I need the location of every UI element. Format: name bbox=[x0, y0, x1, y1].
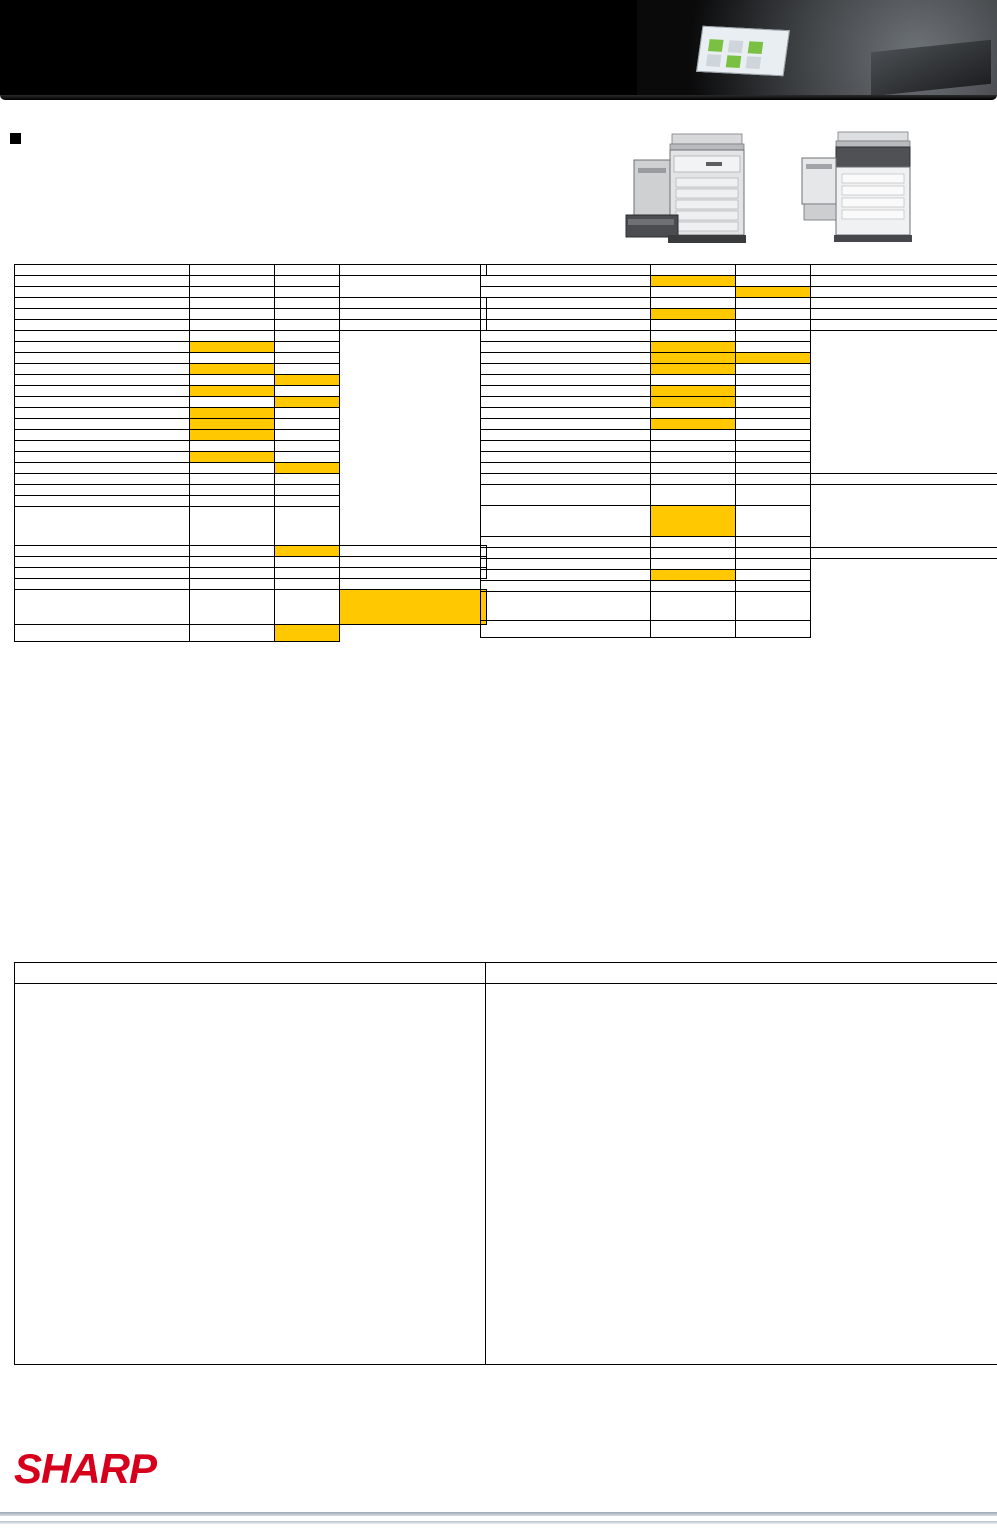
table-cell bbox=[190, 276, 275, 287]
table-cell bbox=[340, 590, 487, 625]
table-cell bbox=[651, 592, 736, 621]
table-cell bbox=[15, 485, 190, 496]
table-cell bbox=[190, 298, 275, 309]
table-cell bbox=[736, 276, 811, 287]
table-cell bbox=[275, 474, 340, 485]
table-cell bbox=[275, 463, 340, 474]
table-cell bbox=[736, 621, 811, 638]
table-cell bbox=[275, 590, 340, 625]
table-cell bbox=[811, 320, 997, 331]
table-cell bbox=[736, 375, 811, 386]
table-cell bbox=[190, 579, 275, 590]
table-cell bbox=[481, 537, 651, 548]
table-cell bbox=[275, 557, 340, 568]
table-row bbox=[15, 463, 487, 474]
table-cell bbox=[190, 441, 275, 452]
table-row bbox=[481, 331, 997, 342]
table-cell bbox=[736, 581, 811, 592]
table-cell bbox=[651, 548, 736, 559]
table-cell bbox=[15, 441, 190, 452]
table-cell bbox=[15, 419, 190, 430]
table-cell bbox=[481, 548, 651, 559]
notes-table bbox=[14, 962, 997, 1365]
table-cell bbox=[481, 397, 651, 408]
table-row bbox=[481, 353, 997, 364]
spec-table-right bbox=[480, 264, 997, 638]
table-cell bbox=[651, 419, 736, 430]
table-cell bbox=[275, 485, 340, 496]
table-cell bbox=[190, 430, 275, 441]
table-cell bbox=[481, 309, 651, 320]
table-row bbox=[481, 559, 997, 570]
table-cell bbox=[275, 331, 340, 342]
table-cell bbox=[736, 353, 811, 364]
table-cell bbox=[481, 581, 651, 592]
table-row bbox=[481, 397, 997, 408]
table-cell bbox=[481, 320, 651, 331]
table-cell bbox=[481, 430, 651, 441]
table-cell bbox=[736, 474, 811, 485]
footer-rule-2 bbox=[0, 1521, 997, 1524]
table-cell bbox=[736, 320, 811, 331]
table-cell bbox=[651, 287, 736, 298]
table-cell bbox=[15, 353, 190, 364]
table-row bbox=[481, 287, 997, 298]
table-cell bbox=[736, 441, 811, 452]
table-cell bbox=[481, 621, 651, 638]
table-cell bbox=[481, 570, 651, 581]
table-cell bbox=[481, 287, 651, 298]
table-cell bbox=[275, 320, 340, 331]
table-cell bbox=[190, 287, 275, 298]
table-row bbox=[15, 430, 487, 441]
table-cell bbox=[15, 331, 190, 342]
table-cell bbox=[736, 537, 811, 548]
table-cell bbox=[275, 298, 340, 309]
table-cell bbox=[15, 557, 190, 568]
table-cell bbox=[275, 579, 340, 590]
table-cell bbox=[481, 485, 651, 506]
table-cell bbox=[651, 570, 736, 581]
sharp-logo: SHARP bbox=[14, 1445, 157, 1492]
table-cell bbox=[481, 364, 651, 375]
notes-right-body bbox=[486, 984, 997, 1365]
table-row bbox=[481, 276, 997, 287]
table-cell bbox=[275, 496, 340, 507]
table-cell bbox=[736, 298, 811, 309]
table-cell bbox=[190, 265, 275, 276]
table-cell bbox=[811, 474, 997, 485]
table-cell bbox=[15, 309, 190, 320]
table-cell bbox=[15, 364, 190, 375]
table-cell bbox=[190, 568, 275, 579]
table-cell bbox=[340, 298, 487, 309]
table-row bbox=[15, 485, 487, 496]
table-cell bbox=[15, 276, 190, 287]
table-row bbox=[481, 537, 997, 548]
square-bullet-icon bbox=[10, 133, 21, 144]
table-cell bbox=[811, 548, 997, 559]
table-row bbox=[15, 625, 487, 642]
table-cell bbox=[736, 548, 811, 559]
table-cell bbox=[190, 419, 275, 430]
footer-rule-1 bbox=[0, 1512, 997, 1516]
table-cell bbox=[15, 579, 190, 590]
table-cell bbox=[190, 353, 275, 364]
notes-left-body bbox=[15, 984, 486, 1365]
banner-bottom-bar bbox=[0, 95, 997, 100]
table-cell bbox=[15, 342, 190, 353]
table-cell bbox=[736, 287, 811, 298]
table-cell bbox=[275, 265, 340, 276]
table-cell bbox=[481, 276, 651, 287]
notes-right-header bbox=[486, 963, 997, 984]
table-cell bbox=[275, 568, 340, 579]
table-row bbox=[15, 309, 487, 320]
table-cell bbox=[651, 441, 736, 452]
section-title-row bbox=[10, 131, 610, 147]
table-row bbox=[15, 298, 487, 309]
table-cell bbox=[651, 506, 736, 537]
table-cell bbox=[481, 463, 651, 474]
table-cell bbox=[651, 474, 736, 485]
table-cell bbox=[15, 474, 190, 485]
table-cell bbox=[651, 375, 736, 386]
table-cell bbox=[275, 625, 340, 642]
table-cell bbox=[275, 386, 340, 397]
table-cell bbox=[736, 506, 811, 537]
notes-section bbox=[14, 962, 983, 1365]
table-cell bbox=[651, 353, 736, 364]
table-cell bbox=[275, 507, 340, 546]
table-cell bbox=[15, 546, 190, 557]
table-row bbox=[481, 309, 997, 320]
table-cell bbox=[736, 342, 811, 353]
table-cell bbox=[275, 276, 340, 287]
table-cell bbox=[736, 386, 811, 397]
table-cell bbox=[275, 309, 340, 320]
table-row bbox=[481, 570, 997, 581]
table-cell bbox=[190, 309, 275, 320]
table-row bbox=[15, 408, 487, 419]
table-row bbox=[15, 590, 487, 625]
notes-body-row bbox=[15, 984, 997, 1365]
table-cell bbox=[15, 320, 190, 331]
table-row bbox=[15, 320, 487, 331]
table-cell bbox=[190, 320, 275, 331]
table-cell bbox=[190, 342, 275, 353]
table-cell bbox=[651, 559, 736, 570]
table-row bbox=[15, 507, 487, 546]
table-cell bbox=[811, 265, 997, 276]
table-cell bbox=[651, 386, 736, 397]
table-row bbox=[15, 375, 487, 386]
banner-product-photo bbox=[637, 0, 997, 95]
table-row bbox=[481, 430, 997, 441]
table-cell bbox=[736, 452, 811, 463]
table-row bbox=[481, 298, 997, 309]
table-row bbox=[481, 485, 997, 506]
table-cell bbox=[651, 320, 736, 331]
table-cell bbox=[651, 397, 736, 408]
table-cell bbox=[481, 331, 651, 342]
table-cell bbox=[190, 485, 275, 496]
table-row bbox=[15, 557, 487, 568]
table-row bbox=[15, 342, 487, 353]
table-cell bbox=[481, 441, 651, 452]
table-cell bbox=[481, 342, 651, 353]
table-cell bbox=[340, 568, 487, 579]
table-cell bbox=[481, 408, 651, 419]
table-cell bbox=[15, 298, 190, 309]
table-cell bbox=[275, 452, 340, 463]
table-row bbox=[15, 364, 487, 375]
table-cell bbox=[651, 430, 736, 441]
table-cell bbox=[736, 463, 811, 474]
table-cell bbox=[651, 364, 736, 375]
table-row bbox=[481, 474, 997, 485]
table-row bbox=[15, 579, 487, 590]
table-row bbox=[15, 331, 487, 342]
table-cell bbox=[481, 386, 651, 397]
table-row bbox=[481, 441, 997, 452]
table-cell bbox=[190, 364, 275, 375]
table-cell bbox=[651, 452, 736, 463]
table-cell bbox=[190, 408, 275, 419]
table-row bbox=[15, 353, 487, 364]
table-row bbox=[481, 320, 997, 331]
table-cell bbox=[651, 276, 736, 287]
table-cell bbox=[15, 625, 190, 642]
table-cell bbox=[275, 441, 340, 452]
table-cell bbox=[736, 485, 811, 506]
table-cell bbox=[736, 397, 811, 408]
table-cell bbox=[651, 309, 736, 320]
table-cell bbox=[340, 546, 487, 557]
table-cell bbox=[275, 397, 340, 408]
table-cell bbox=[651, 537, 736, 548]
table-cell bbox=[736, 592, 811, 621]
table-cell bbox=[15, 265, 190, 276]
table-row bbox=[481, 452, 997, 463]
table-row bbox=[481, 419, 997, 430]
table-cell bbox=[481, 592, 651, 621]
table-cell bbox=[481, 559, 651, 570]
table-cell bbox=[736, 331, 811, 342]
notes-left-header bbox=[15, 963, 486, 984]
table-cell bbox=[15, 287, 190, 298]
table-cell bbox=[651, 298, 736, 309]
table-row bbox=[15, 452, 487, 463]
table-cell bbox=[275, 546, 340, 557]
table-cell bbox=[651, 463, 736, 474]
table-cell bbox=[651, 581, 736, 592]
table-cell bbox=[811, 298, 997, 309]
table-cell bbox=[190, 397, 275, 408]
table-cell bbox=[190, 496, 275, 507]
table-row bbox=[481, 375, 997, 386]
table-cell bbox=[275, 342, 340, 353]
table-row bbox=[481, 364, 997, 375]
header-banner bbox=[0, 0, 997, 95]
table-cell bbox=[651, 342, 736, 353]
table-cell bbox=[15, 408, 190, 419]
table-cell bbox=[15, 507, 190, 546]
table-cell bbox=[736, 419, 811, 430]
table-cell bbox=[736, 364, 811, 375]
table-cell bbox=[15, 386, 190, 397]
table-cell bbox=[15, 452, 190, 463]
table-row bbox=[15, 397, 487, 408]
table-cell bbox=[15, 397, 190, 408]
table-cell bbox=[190, 507, 275, 546]
table-row bbox=[15, 386, 487, 397]
table-cell bbox=[651, 485, 736, 506]
table-cell bbox=[481, 375, 651, 386]
table-cell bbox=[736, 265, 811, 276]
table-cell bbox=[736, 408, 811, 419]
table-cell bbox=[190, 463, 275, 474]
table-cell bbox=[651, 408, 736, 419]
table-cell bbox=[190, 331, 275, 342]
table-cell bbox=[340, 320, 487, 331]
table-row bbox=[481, 581, 997, 592]
table-row bbox=[15, 265, 487, 276]
table-cell bbox=[275, 364, 340, 375]
table-row bbox=[15, 546, 487, 557]
table-cell bbox=[275, 375, 340, 386]
table-row bbox=[481, 386, 997, 397]
table-row bbox=[15, 441, 487, 452]
table-cell bbox=[275, 430, 340, 441]
mfp-product-image-right bbox=[790, 120, 925, 255]
table-cell bbox=[481, 419, 651, 430]
table-cell bbox=[481, 298, 651, 309]
table-cell bbox=[15, 568, 190, 579]
table-row bbox=[481, 592, 997, 621]
table-row bbox=[481, 463, 997, 474]
table-row bbox=[15, 276, 487, 287]
table-cell bbox=[15, 430, 190, 441]
table-cell bbox=[275, 353, 340, 364]
mfp-product-image-left bbox=[620, 120, 780, 255]
table-cell bbox=[190, 590, 275, 625]
table-cell bbox=[190, 375, 275, 386]
table-cell bbox=[736, 309, 811, 320]
table-cell bbox=[736, 430, 811, 441]
table-cell bbox=[736, 570, 811, 581]
table-row bbox=[15, 496, 487, 507]
table-cell bbox=[275, 287, 340, 298]
table-cell bbox=[190, 546, 275, 557]
table-cell bbox=[736, 559, 811, 570]
table-row bbox=[481, 506, 997, 537]
table-cell bbox=[481, 452, 651, 463]
table-cell bbox=[190, 625, 275, 642]
table-cell bbox=[340, 557, 487, 568]
table-cell bbox=[651, 265, 736, 276]
table-cell bbox=[811, 287, 997, 298]
table-row bbox=[481, 548, 997, 559]
table-cell bbox=[275, 419, 340, 430]
table-row bbox=[481, 621, 997, 638]
table-row bbox=[15, 568, 487, 579]
table-row bbox=[481, 265, 997, 276]
table-cell bbox=[190, 474, 275, 485]
operation-panel-screen bbox=[696, 26, 790, 77]
table-cell bbox=[15, 463, 190, 474]
table-cell bbox=[15, 590, 190, 625]
table-cell bbox=[651, 331, 736, 342]
table-row bbox=[15, 287, 487, 298]
table-cell bbox=[190, 557, 275, 568]
table-cell bbox=[15, 375, 190, 386]
table-cell bbox=[15, 496, 190, 507]
table-cell bbox=[481, 506, 651, 537]
table-cell bbox=[275, 408, 340, 419]
table-cell bbox=[481, 265, 651, 276]
table-cell bbox=[340, 265, 487, 276]
keyboard-photo bbox=[871, 40, 991, 97]
table-cell bbox=[190, 386, 275, 397]
table-row bbox=[481, 342, 997, 353]
table-row bbox=[15, 474, 487, 485]
table-row bbox=[15, 419, 487, 430]
table-cell bbox=[481, 474, 651, 485]
table-cell bbox=[190, 452, 275, 463]
table-cell bbox=[340, 309, 487, 320]
table-cell bbox=[651, 621, 736, 638]
notes-header-row bbox=[15, 963, 997, 984]
spec-table-left bbox=[14, 264, 487, 642]
table-row bbox=[481, 408, 997, 419]
table-cell bbox=[481, 353, 651, 364]
